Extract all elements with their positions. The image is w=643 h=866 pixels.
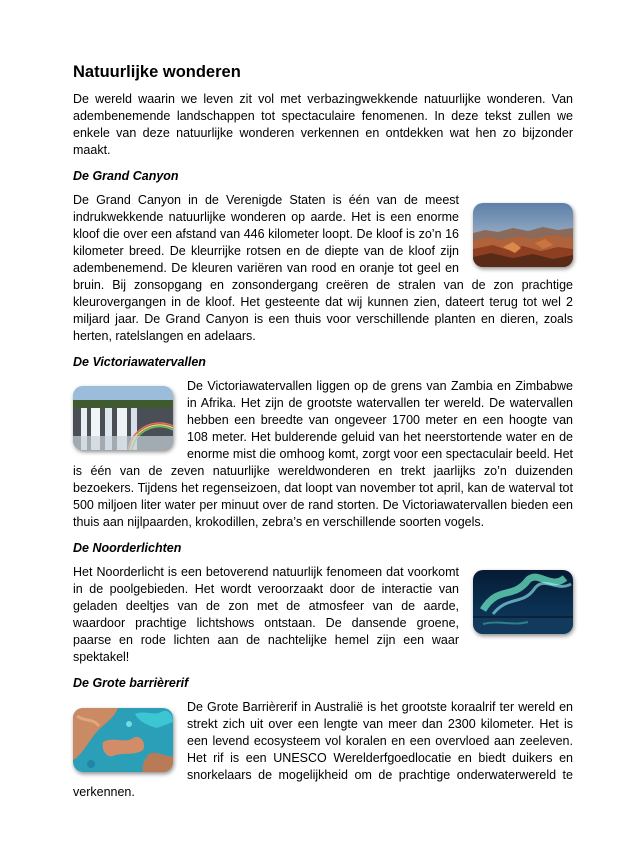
section-heading-grand-canyon: De Grand Canyon — [73, 169, 179, 183]
section-heading-barrier-reef: De Grote barrièrerif — [73, 676, 189, 690]
grand-canyon-paragraph: De Grand Canyon in de Verenigde Staten is één van de meest indrukwekkende natuurlijke wonderen op aarde. Het is een enorme kloof die over een afstand van 446 kilometer loopt. De kloof is zo’n 16 kilometer breed. De kleurrijke rotsen en de diepte van de kloof zijn adembenemend. De kleuren variëren van rood en oranje tot geel en bruin. Bij zonsopgang en zonsondergang creëren de stralen van de zon prachtige kleurovergangen in de kloof. Het gesteente dat wij kunnen zien, dateert terug tot wel 2 miljard jaar. De Grand Canyon is een thuis voor verschillende planten en dieren, zoals herten, ratelslangen en adelaars. — [73, 193, 573, 343]
section-heading-northern-lights: De Noorderlichten — [73, 541, 182, 555]
victoria-falls-paragraph: De Victoriawatervallen liggen op de grens van Zambia en Zimbabwe in Afrika. Het zijn de grootste watervallen ter wereld. De watervallen hebben een breedte van ongeveer 1700 meter en een hoogte van 108 meter. Het bulderende geluid van het neerstortende water en de enorme mist die omhoog komt, zorgt voor een spectaculair beeld. Het is één van de zeven natuurlijke wereldwonderen en trekt jaarlijks zo’n duizenden bezoekers. Tijdens het regenseizoen, dat loopt van november tot april, kan de waterval tot 500 miljoen liter water per minuut over de rand storten. De Victoriawatervallen bieden een thuis aan nijlpaarden, krokodillen, zebra’s en verschillende soorten vogels. — [73, 379, 573, 529]
intro-paragraph: De wereld waarin we leven zit vol met verbazingwekkende natuurlijke wonderen. Van adembenemende landschappen tot spectaculaire fenomenen. In deze tekst zullen we enkele van deze natuurlijke wonderen verkennen en ontdekken wat hen zo bijzonder maakt. — [73, 92, 573, 157]
barrier-reef-paragraph: De Grote Barrièrerif in Australië is het grootste koraalrif ter wereld en strekt zich uit over een lengte van meer dan 2300 kilometer. Het is een levend ecosysteem vol koralen en een overvloed aan zeeleven. Het rif is een UNESCO Werelderfgoedlocatie en biedt duikers en snorkelaars de mogelijkheid om de prachtige onderwaterwereld te verkennen. — [73, 700, 573, 799]
document-content — [73, 62, 573, 801]
barrier-reef-image — [73, 708, 173, 772]
northern-lights-paragraph: Het Noorderlicht is een betoverend natuurlijk fenomeen dat voorkomt in de poolgebieden. Het wordt veroorzaakt door de interactie van geladen deeltjes van de zon met de atmosfeer van de aarde, waardoor prachtige lichtshows ontstaan. De dansende groene, paarse en rode lichten aan de nachtelijke hemel zijn een waar spektakel! — [73, 565, 459, 664]
page-title: Natuurlijke wonderen — [73, 63, 241, 81]
northern-lights-image — [473, 570, 573, 634]
victoria-falls-image — [73, 386, 173, 450]
grand-canyon-image — [473, 203, 573, 267]
section-heading-victoria-falls: De Victoriawatervallen — [73, 355, 206, 369]
